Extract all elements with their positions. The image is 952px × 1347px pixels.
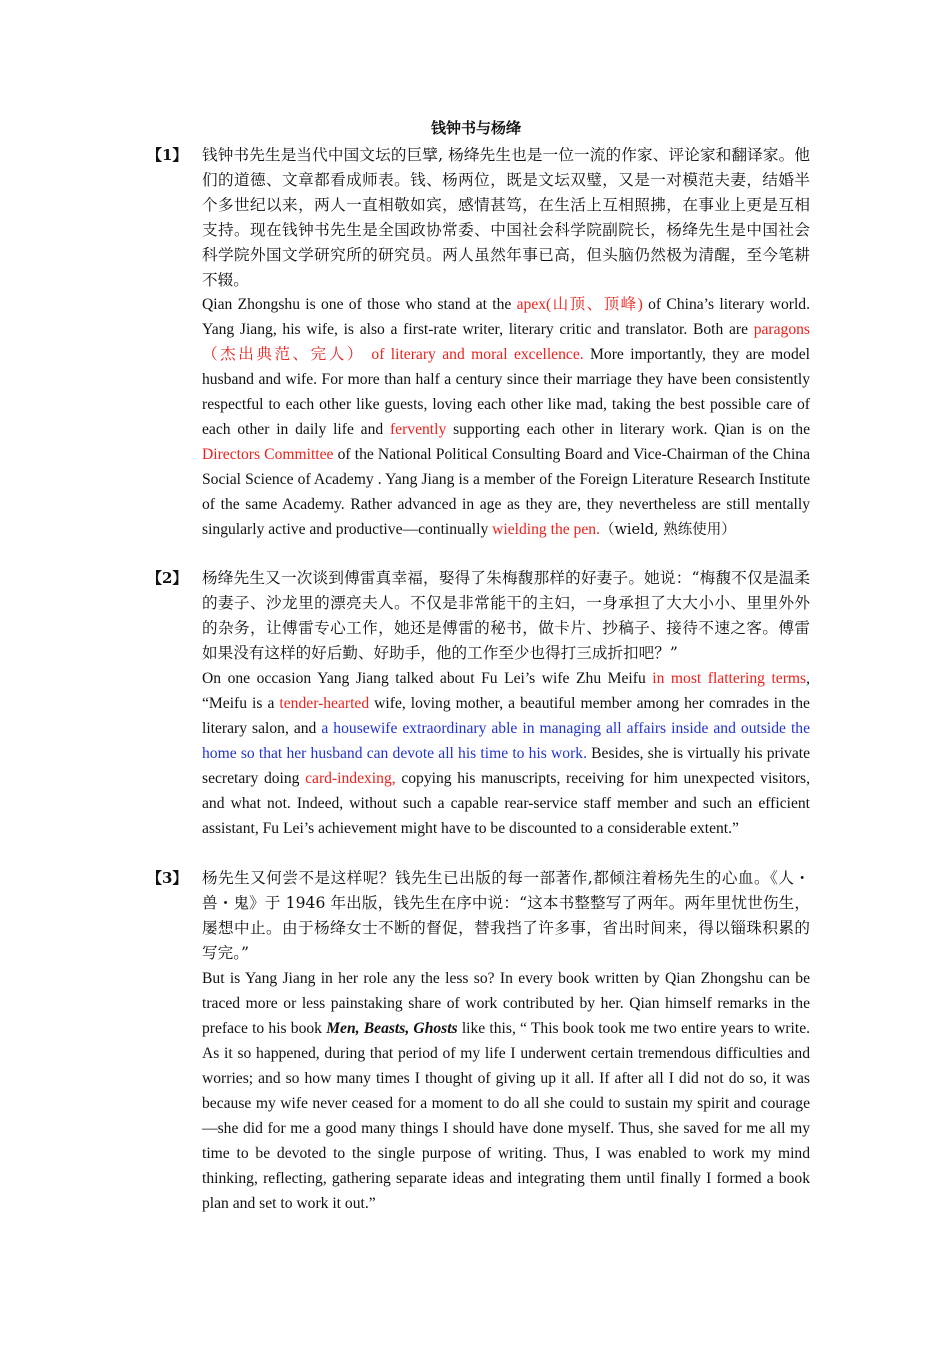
text-run: , “Meifu is a — [202, 670, 811, 712]
text-run: But is Yang Jiang in her role any the less so? In every book written by Qian Zhongshu can be traced more or less painstaking share of work contributed by her. Qian himself remarks in the preface to his book — [202, 970, 810, 1037]
text-run: copying his manuscripts, receiving for him unexpected visitors, and what not. Indeed, without such a capable rear-service staff member and such an efficient assistant, Fu Lei’s achievement might have to be discounted to a considerable extent.” — [202, 770, 810, 837]
section-marker: 【3】 — [147, 869, 188, 887]
page-title: 钱钟书与杨绛 — [430, 119, 521, 137]
text-run: wife, loving mother, a beautiful member among her comrades in the literary salon, and — [202, 695, 810, 737]
highlight-blue: a housewife extraordinary able in managing all affairs inside and outside the home so that her husband can devote all his time to his work. — [202, 720, 810, 762]
chinese-paragraph: 杨绛先生又一次谈到傅雷真幸福，娶得了朱梅馥那样的好妻子。她说：“梅馥不仅是温柔的妻子、沙龙里的漂亮夫人。不仅是非常能干的主妇，一身承担了大大小小、里里外外的杂务，让傅雷专心工作，她还是傅雷的秘书，做卡片、抄稿子、接待不速之客。傅雷如果没有这样的好后勤、好助手，他的工作至少也得打三成折扣吧？” — [202, 569, 810, 662]
english-paragraph — [202, 666, 810, 841]
section-marker: 【2】 — [147, 569, 188, 587]
text-run: Qian Zhongshu is one of those who stand at the — [202, 296, 517, 313]
highlight-red: in most flattering terms — [652, 670, 807, 687]
text-run: like this, “ This book took me two entire years to write. As it so happened, during that period of my life I underwent certain tremendous difficulties and worries; and so how many times I thought of giving up it all. If after all I did not do so, it was because my wife never ceased for a moment to do all she could to sustain my spirit and courage—she did for me a good many things I should have done myself. Thus, she saved for me all my time to be devoted to the single purpose of writing. Thus, I was enabled to work my mind thinking, reflecting, gathering separate ideas and integrating them until finally I formed a book plan and set to work it out.” — [202, 1020, 811, 1212]
book-title: Men, Beasts, Ghosts — [326, 1020, 458, 1037]
text-run: supporting each other in literary work. Qian is on the — [446, 421, 810, 438]
highlight-red: tender-hearted — [279, 695, 370, 712]
text-run: of the National Political Consulting Board and Vice-Chairman of the China Social Science of Academy . Yang Jiang is a member of the Foreign Literature Research Institute of the same Academy. Rather advanced in age as they are, they nevertheless are still mentally singularly active and productive—continually — [202, 446, 811, 538]
chinese-paragraph: 钱钟书先生是当代中国文坛的巨擘, 杨绛先生也是一位一流的作家、评论家和翻译家。他们的道德、文章都看成师表。钱、杨两位，既是文坛双璧，又是一对模范夫妻，结婚半个多世纪以来，两人一直相敬如宾，感情甚笃，在生活上互相照拂，在事业上更是互相支持。现在钱钟书先生是全国政协常委、中国社会科学院副院长，杨绛先生是中国社会科学院外国文学研究所的研究员。两人虽然年事已高，但头脑仍然极为清醒，至今笔耕不辍。 — [202, 146, 810, 289]
text-run: of China’s literary world. Yang Jiang, his wife, is also a first-rate writer, literary critic and translator. Both are — [202, 296, 810, 338]
text-run: Besides, she is virtually his private secretary doing — [202, 745, 810, 787]
highlight-red: wielding the pen. — [492, 521, 600, 538]
english-paragraph — [202, 966, 810, 1216]
section-marker: 【1】 — [147, 146, 188, 164]
highlight-red: Directors Committee — [202, 446, 334, 463]
highlight-red: fervently — [389, 421, 447, 438]
english-paragraph — [202, 292, 810, 543]
highlight-red: paragons（杰出典范、完人） of literary and moral excellence. — [202, 321, 810, 363]
chinese-paragraph: 杨先生又何尝不是这样呢？钱先生已出版的每一部著作,都倾注着杨先生的心血。《人・兽・鬼》于 1946 年出版，钱先生在序中说：“这本书整整写了两年。两年里忧世伤生，屡想中止。由于杨绛女士不断的督促，替我挡了许多事，省出时间来，得以锱珠积累的写完。” — [202, 869, 810, 962]
highlight-red: card-indexing, — [305, 770, 396, 787]
text-run: On one occasion Yang Jiang talked about Fu Lei’s wife Zhu Meifu — [202, 670, 653, 687]
text-run: （wield, 熟练使用） — [599, 522, 736, 538]
text-run: More importantly, they are model husband and wife. For more than half a century since their marriage they have been consistently respectful to each other like guests, loving each other like mad, taking the best possible care of each other in daily life and — [202, 346, 810, 438]
highlight-red: apex(山顶、顶峰) — [516, 296, 643, 313]
